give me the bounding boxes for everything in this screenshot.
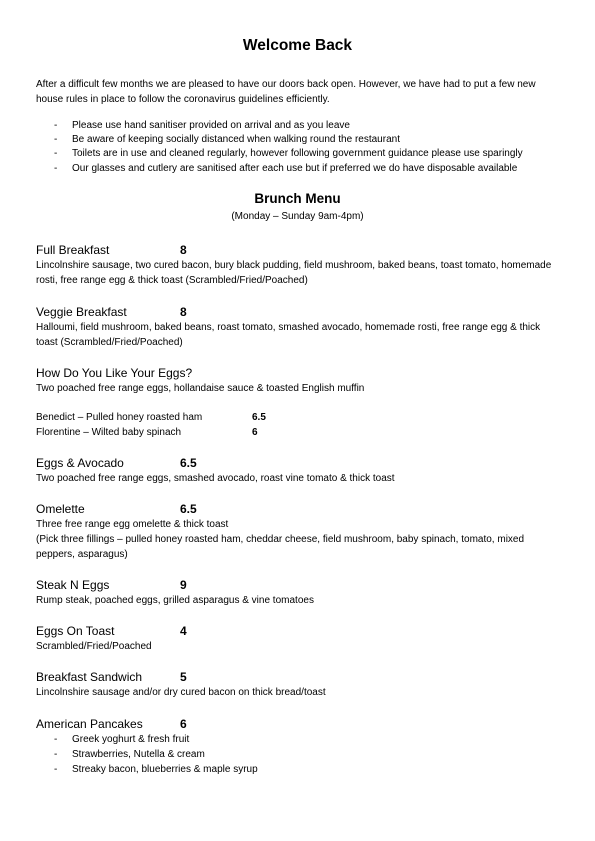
item-price: 6 bbox=[180, 717, 187, 731]
list-dash: - bbox=[54, 764, 58, 775]
list-dash: - bbox=[54, 734, 58, 745]
item-name: Veggie Breakfast bbox=[36, 305, 127, 319]
item-price: 4 bbox=[180, 624, 187, 638]
menu-item bbox=[36, 623, 559, 654]
item-name: American Pancakes bbox=[36, 717, 143, 731]
item-name: Eggs & Avocado bbox=[36, 456, 124, 470]
item-name: Omelette bbox=[36, 502, 85, 516]
list-dash: - bbox=[54, 120, 58, 131]
item-price: 9 bbox=[180, 578, 187, 592]
menu-item bbox=[36, 242, 559, 288]
house-rules-list bbox=[36, 119, 556, 176]
item-name: Breakfast Sandwich bbox=[36, 670, 143, 684]
item-description: Two poached free range eggs, hollandaise sauce & toasted English muffin bbox=[36, 383, 365, 394]
intro-paragraph: After a difficult few months we are pleased to have our doors back open. However, we have had to put a few new house rules in place to follow the coronavirus guidelines efficiently. bbox=[36, 79, 536, 105]
item-description: Scrambled/Fried/Poached bbox=[36, 641, 152, 652]
option-price: 6 bbox=[252, 427, 258, 438]
list-dash: - bbox=[54, 162, 58, 174]
item-description: Lincolnshire sausage and/or dry cured bacon on thick bread/toast bbox=[36, 687, 326, 698]
page-title: Welcome Back bbox=[242, 37, 353, 54]
house-rule: - Our glasses and cutlery are sanitised after each use but if preferred we do have disposable available bbox=[36, 162, 556, 176]
menu-item bbox=[36, 365, 559, 440]
option-name: Florentine – Wilted baby spinach bbox=[36, 427, 182, 438]
item-description: Three free range egg omelette & thick toast bbox=[36, 519, 229, 530]
item-name: Full Breakfast bbox=[36, 243, 110, 257]
topping-option: - Greek yoghurt & fresh fruit bbox=[54, 734, 190, 745]
topping-option: - Strawberries, Nutella & cream bbox=[54, 749, 205, 760]
item-option bbox=[36, 410, 559, 425]
list-dash: - bbox=[54, 148, 58, 160]
item-price: 8 bbox=[180, 305, 187, 319]
menu-item bbox=[36, 304, 559, 350]
item-price: 5 bbox=[180, 670, 187, 684]
topping-list bbox=[36, 732, 559, 777]
item-description: Lincolnshire sausage, two cured bacon, bury black pudding, field mushroom, baked beans, toast tomato, homemade rosti, free range egg & thick toast (Scrambled/Fried/Poached) bbox=[36, 260, 552, 286]
list-dash: - bbox=[54, 134, 58, 146]
menu-item bbox=[36, 669, 559, 700]
item-description: Halloumi, field mushroom, baked beans, roast tomato, smashed avocado, homemade rosti, free range egg & thick toast (Scrambled/Fried/Poached) bbox=[36, 322, 541, 348]
menu-hours: (Monday – Sunday 9am-4pm) bbox=[231, 211, 364, 222]
item-option bbox=[36, 425, 559, 440]
item-description: Two poached free range eggs, smashed avocado, roast vine tomato & thick toast bbox=[36, 473, 395, 484]
topping-option: - Streaky bacon, blueberries & maple syrup bbox=[54, 764, 258, 775]
item-name: Eggs On Toast bbox=[36, 624, 115, 638]
house-rule: - Please use hand sanitiser provided on arrival and as you leave bbox=[36, 119, 556, 133]
item-name: How Do You Like Your Eggs? bbox=[36, 366, 193, 380]
house-rule: - Be aware of keeping socially distanced when walking round the restaurant bbox=[36, 133, 556, 147]
house-rule: - Toilets are in use and cleaned regularly, however following government guidance please use sparingly bbox=[36, 147, 556, 161]
option-price: 6.5 bbox=[252, 412, 266, 423]
item-fillings-note: (Pick three fillings – pulled honey roasted ham, cheddar cheese, field mushroom, baby spinach, tomato, mixed peppers, asparagus) bbox=[36, 534, 525, 560]
option-name: Benedict – Pulled honey roasted ham bbox=[36, 412, 203, 423]
list-dash: - bbox=[54, 749, 58, 760]
item-price: 6.5 bbox=[180, 502, 197, 516]
item-price: 8 bbox=[180, 243, 187, 257]
menu-title: Brunch Menu bbox=[254, 191, 341, 206]
menu-item bbox=[36, 455, 559, 486]
item-name: Steak N Eggs bbox=[36, 578, 110, 592]
menu-item bbox=[36, 577, 559, 608]
menu-item bbox=[36, 716, 559, 777]
item-description: Rump steak, poached eggs, grilled asparagus & vine tomatoes bbox=[36, 595, 314, 606]
item-price: 6.5 bbox=[180, 456, 197, 470]
menu-item bbox=[36, 501, 559, 562]
